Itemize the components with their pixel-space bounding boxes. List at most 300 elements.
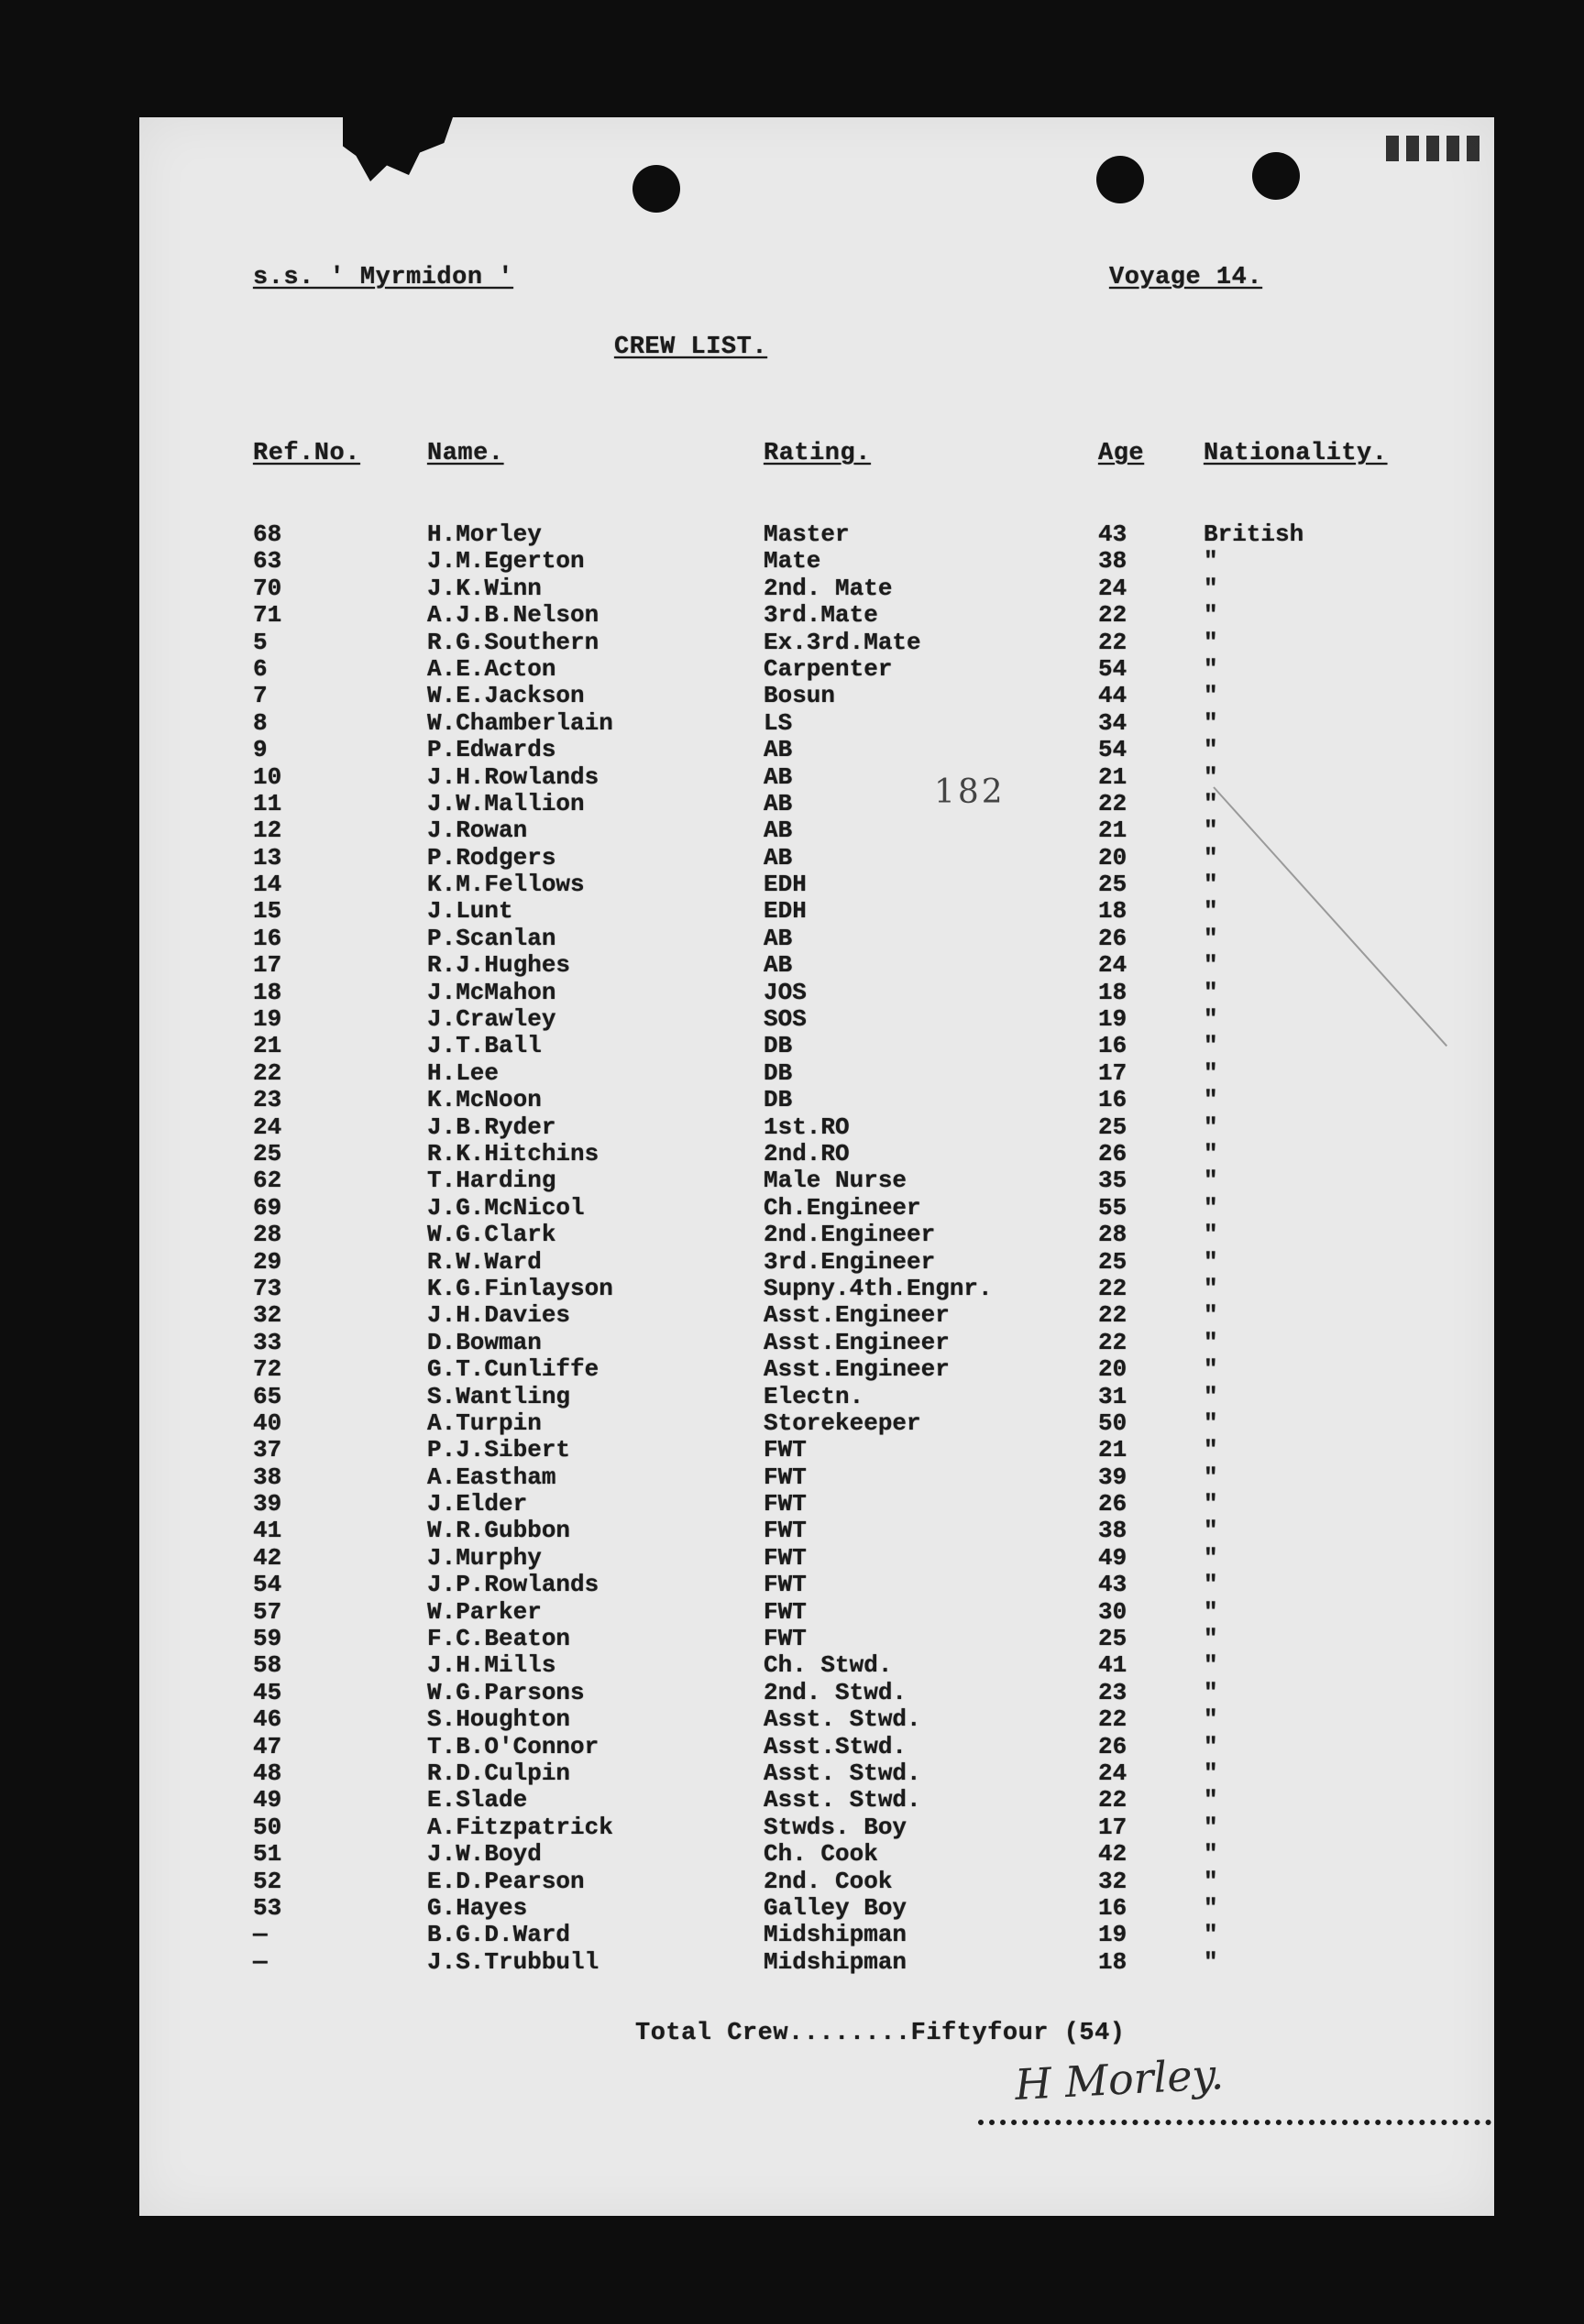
table-row [139,1355,1494,1382]
ref-cell: 28 [253,1221,282,1249]
nationality-cell: " [1204,1247,1218,1276]
name-cell: W.G.Parsons [427,1678,585,1706]
table-row [139,897,1494,924]
nationality-cell: " [1204,843,1218,872]
name-cell: J.K.Winn [427,574,542,602]
col-header-ref: Ref.No. [253,440,360,467]
age-cell: 25 [1098,1247,1128,1276]
nationality-cell: " [1204,1517,1218,1545]
name-cell: A.Turpin [427,1409,542,1437]
nationality-cell: British [1204,521,1304,548]
table-row [139,1383,1494,1409]
rating-cell: FWT [764,1571,807,1599]
nationality-cell: " [1204,1571,1218,1599]
name-cell: R.G.Southern [427,628,600,656]
age-cell: 25 [1098,1113,1128,1141]
signature-line [978,2120,1491,2125]
ref-cell: 13 [253,843,282,872]
age-cell: 16 [1098,1086,1128,1114]
name-cell: R.W.Ward [427,1247,542,1276]
name-cell: P.J.Sibert [427,1436,571,1464]
name-cell: J.H.Davies [427,1301,571,1330]
nationality-cell: " [1204,897,1218,926]
nationality-cell: " [1204,1759,1218,1787]
rating-cell: Ex.3rd.Mate [764,628,921,656]
nationality-cell: " [1204,817,1218,845]
rating-cell: 1st.RO [764,1113,850,1141]
table-row [139,1301,1494,1328]
table-row [139,1113,1494,1140]
ref-cell: 46 [253,1705,282,1734]
col-header-rating: Rating. [764,440,871,467]
age-cell: 54 [1098,654,1128,683]
nationality-cell: " [1204,1328,1218,1356]
table-row [139,1005,1494,1032]
age-cell: 26 [1098,1732,1128,1760]
name-cell: P.Scanlan [427,924,556,952]
nationality-cell: " [1204,1867,1218,1895]
rating-cell: Asst. Stwd. [764,1786,921,1814]
name-cell: F.C.Beaton [427,1625,571,1653]
rating-cell: DB [764,1086,793,1114]
name-cell: A.Fitzpatrick [427,1813,613,1841]
ref-cell: 47 [253,1732,282,1760]
ref-cell: 17 [253,951,282,980]
ref-cell: 65 [253,1382,282,1410]
table-row [139,1651,1494,1678]
age-cell: 38 [1098,1517,1128,1545]
rating-cell: Storekeeper [764,1409,921,1437]
age-cell: 35 [1098,1167,1128,1195]
ref-cell: 22 [253,1058,282,1087]
nationality-cell: " [1204,1705,1218,1734]
ref-cell: 16 [253,924,282,952]
rating-cell: AB [764,951,793,980]
name-cell: J.McMahon [427,978,556,1006]
table-row [139,1679,1494,1705]
nationality-cell: " [1204,1893,1218,1922]
name-cell: E.D.Pearson [427,1867,585,1895]
name-cell: A.E.Acton [427,654,556,683]
table-row [139,1436,1494,1463]
rating-cell: Asst.Engineer [764,1355,950,1384]
age-cell: 22 [1098,1705,1128,1734]
col-header-name: Name. [427,440,504,467]
nationality-cell: " [1204,789,1218,817]
age-cell: 32 [1098,1867,1128,1895]
table-row [139,1705,1494,1732]
rating-cell: Asst. Stwd. [764,1705,921,1734]
age-cell: 49 [1098,1543,1128,1572]
rating-cell: 2nd. Mate [764,574,893,602]
rating-cell: FWT [764,1625,807,1653]
name-cell: R.D.Culpin [427,1759,571,1787]
rating-cell: Carpenter [764,654,893,683]
table-row [139,1948,1494,1975]
table-row [139,736,1494,762]
name-cell: J.P.Rowlands [427,1571,600,1599]
ref-cell: 54 [253,1571,282,1599]
name-cell: J.W.Boyd [427,1840,542,1869]
table-row [139,1248,1494,1275]
rating-cell: FWT [764,1517,807,1545]
col-header-age: Age [1098,440,1145,467]
nationality-cell: " [1204,924,1218,952]
table-row [139,1409,1494,1436]
name-cell: B.G.D.Ward [427,1921,571,1949]
name-cell: W.R.Gubbon [427,1517,571,1545]
age-cell: 20 [1098,843,1128,872]
table-row [139,1894,1494,1921]
rating-cell: Master [764,521,850,548]
rating-cell: Ch. Cook [764,1840,878,1869]
ref-cell: 59 [253,1625,282,1653]
rating-cell: Mate [764,547,821,576]
nationality-cell: " [1204,1678,1218,1706]
table-row [139,1786,1494,1813]
nationality-cell: " [1204,1301,1218,1330]
table-row [139,871,1494,897]
table-row [139,1733,1494,1759]
ref-cell: 25 [253,1139,282,1167]
age-cell: 25 [1098,871,1128,899]
ref-cell: 72 [253,1355,282,1384]
name-cell: J.M.Egerton [427,547,585,576]
rating-cell: JOS [764,978,807,1006]
rating-cell: AB [764,843,793,872]
nationality-cell: " [1204,978,1218,1006]
nationality-cell: " [1204,1543,1218,1572]
ref-cell: 48 [253,1759,282,1787]
age-cell: 16 [1098,1893,1128,1922]
rating-cell: Stwds. Boy [764,1813,908,1841]
age-cell: 17 [1098,1813,1128,1841]
name-cell: T.B.O'Connor [427,1732,600,1760]
pencil-annotation: 182 [934,773,1006,811]
name-cell: J.Crawley [427,1005,556,1034]
name-cell: K.M.Fellows [427,871,585,899]
nationality-cell: " [1204,628,1218,656]
nationality-cell: " [1204,1625,1218,1653]
age-cell: 18 [1098,978,1128,1006]
table-row [139,1086,1494,1113]
nationality-cell: " [1204,574,1218,602]
table-row [139,709,1494,736]
rating-cell: FWT [764,1597,807,1626]
rating-cell: Galley Boy [764,1893,908,1922]
ref-cell: 42 [253,1543,282,1572]
rating-cell: 3rd.Mate [764,601,878,630]
name-cell: R.J.Hughes [427,951,571,980]
nationality-cell: " [1204,1840,1218,1869]
table-row [139,951,1494,978]
rating-cell: AB [764,762,793,791]
rating-cell: Male Nurse [764,1167,908,1195]
ref-cell: 23 [253,1086,282,1114]
ref-cell: 69 [253,1193,282,1222]
age-cell: 38 [1098,547,1128,576]
rating-cell: Electn. [764,1382,864,1410]
table-row [139,817,1494,843]
table-row [139,1490,1494,1517]
ref-cell: 50 [253,1813,282,1841]
age-cell: 26 [1098,924,1128,952]
ref-cell: 62 [253,1167,282,1195]
name-cell: P.Edwards [427,736,556,764]
rating-cell: Ch. Stwd. [764,1651,893,1680]
ref-cell: 19 [253,1005,282,1034]
ref-cell: 40 [253,1409,282,1437]
age-cell: 43 [1098,521,1128,548]
table-row [139,1032,1494,1058]
rating-cell: SOS [764,1005,807,1034]
ref-cell: 71 [253,601,282,630]
ref-cell: 14 [253,871,282,899]
rating-cell: Asst.Stwd. [764,1732,908,1760]
name-cell: S.Houghton [427,1705,571,1734]
nationality-cell: " [1204,1005,1218,1034]
age-cell: 24 [1098,574,1128,602]
name-cell: K.G.Finlayson [427,1274,613,1302]
table-row [139,1840,1494,1867]
nationality-cell: " [1204,708,1218,737]
nationality-cell: " [1204,1786,1218,1814]
nationality-cell: " [1204,1409,1218,1437]
ref-cell: 9 [253,736,268,764]
ref-cell: 29 [253,1247,282,1276]
name-cell: J.B.Ryder [427,1113,556,1141]
ref-cell: 49 [253,1786,282,1814]
rating-cell: Midshipman [764,1947,908,1976]
age-cell: 24 [1098,1759,1128,1787]
ref-cell: 18 [253,978,282,1006]
ref-cell: 37 [253,1436,282,1464]
ref-cell: 41 [253,1517,282,1545]
table-row [139,1544,1494,1571]
name-cell: H.Lee [427,1058,500,1087]
age-cell: 31 [1098,1382,1128,1410]
table-row [139,925,1494,951]
table-row [139,601,1494,628]
age-cell: 21 [1098,1436,1128,1464]
document-title: CREW LIST. [614,334,768,361]
ref-cell: 5 [253,628,268,656]
rating-cell: Asst. Stwd. [764,1759,921,1787]
age-cell: 43 [1098,1571,1128,1599]
name-cell: H.Morley [427,521,542,548]
table-row [139,521,1494,547]
nationality-cell: " [1204,951,1218,980]
age-cell: 21 [1098,762,1128,791]
table-row [139,1167,1494,1193]
table-row [139,1517,1494,1543]
table-row [139,682,1494,708]
name-cell: J.H.Mills [427,1651,556,1680]
name-cell: A.Eastham [427,1463,556,1491]
total-crew: Total Crew........Fiftyfour (54) [635,2020,1126,2047]
nationality-cell: " [1204,1463,1218,1491]
name-cell: D.Bowman [427,1328,542,1356]
ref-cell: 53 [253,1893,282,1922]
ref-cell: 70 [253,574,282,602]
name-cell: J.Lunt [427,897,513,926]
nationality-cell: " [1204,871,1218,899]
ref-cell: 58 [253,1651,282,1680]
name-cell: J.G.McNicol [427,1193,585,1222]
age-cell: 19 [1098,1921,1128,1949]
rating-cell: Asst.Engineer [764,1328,950,1356]
rating-cell: DB [764,1058,793,1087]
age-cell: 28 [1098,1221,1128,1249]
age-cell: 26 [1098,1490,1128,1518]
ref-cell: — [253,1921,268,1949]
age-cell: 30 [1098,1597,1128,1626]
nationality-cell: " [1204,682,1218,710]
age-cell: 22 [1098,601,1128,630]
name-cell: W.Parker [427,1597,542,1626]
name-cell: A.J.B.Nelson [427,601,600,630]
nationality-cell: " [1204,1167,1218,1195]
nationality-cell: " [1204,1113,1218,1141]
age-cell: 22 [1098,1328,1128,1356]
nationality-cell: " [1204,1274,1218,1302]
nationality-cell: " [1204,1597,1218,1626]
age-cell: 39 [1098,1463,1128,1491]
table-row [139,979,1494,1005]
corner-mark [1386,136,1487,161]
name-cell: J.Elder [427,1490,528,1518]
torn-corner [343,117,453,181]
rating-cell: AB [764,789,793,817]
age-cell: 22 [1098,1301,1128,1330]
nationality-cell: " [1204,1032,1218,1060]
table-row [139,1868,1494,1894]
nationality-cell: " [1204,1651,1218,1680]
age-cell: 44 [1098,682,1128,710]
name-cell: G.T.Cunliffe [427,1355,600,1384]
nationality-cell: " [1204,601,1218,630]
rating-cell: FWT [764,1463,807,1491]
table-row [139,763,1494,790]
nationality-cell: " [1204,1490,1218,1518]
name-cell: T.Harding [427,1167,556,1195]
age-cell: 24 [1098,951,1128,980]
name-cell: J.W.Mallion [427,789,585,817]
nationality-cell: " [1204,762,1218,791]
rating-cell: EDH [764,871,807,899]
table-row [139,1814,1494,1840]
age-cell: 18 [1098,897,1128,926]
ref-cell: 45 [253,1678,282,1706]
age-cell: 22 [1098,789,1128,817]
nationality-cell: " [1204,1058,1218,1087]
age-cell: 16 [1098,1032,1128,1060]
nationality-cell: " [1204,1382,1218,1410]
age-cell: 22 [1098,1274,1128,1302]
rating-cell: Midshipman [764,1921,908,1949]
nationality-cell: " [1204,1221,1218,1249]
table-row [139,1221,1494,1247]
name-cell: J.Murphy [427,1543,542,1572]
table-row [139,1275,1494,1301]
ref-cell: 10 [253,762,282,791]
ref-cell: 51 [253,1840,282,1869]
nationality-cell: " [1204,1921,1218,1949]
rating-cell: FWT [764,1490,807,1518]
ref-cell: 7 [253,682,268,710]
rating-cell: Asst.Engineer [764,1301,950,1330]
name-cell: P.Rodgers [427,843,556,872]
ref-cell: 52 [253,1867,282,1895]
age-cell: 42 [1098,1840,1128,1869]
table-row [139,1625,1494,1651]
ref-cell: 57 [253,1597,282,1626]
rating-cell: FWT [764,1436,807,1464]
punch-hole [632,165,680,213]
ref-cell: 63 [253,547,282,576]
age-cell: 20 [1098,1355,1128,1384]
crew-table [139,521,1494,1975]
punch-hole [1096,156,1144,203]
table-row [139,547,1494,574]
age-cell: 21 [1098,817,1128,845]
ref-cell: 33 [253,1328,282,1356]
rating-cell: Supny.4th.Engnr. [764,1274,993,1302]
rating-cell: AB [764,817,793,845]
rating-cell: 3rd.Engineer [764,1247,936,1276]
table-row [139,629,1494,655]
name-cell: J.T.Ball [427,1032,542,1060]
ref-cell: 24 [253,1113,282,1141]
name-cell: W.G.Clark [427,1221,556,1249]
table-row [139,1059,1494,1086]
nationality-cell: " [1204,736,1218,764]
nationality-cell: " [1204,654,1218,683]
ref-cell: 21 [253,1032,282,1060]
nationality-cell: " [1204,1193,1218,1222]
ref-cell: 39 [253,1490,282,1518]
voyage-number: Voyage 14. [1109,264,1263,291]
ref-cell: 12 [253,817,282,845]
age-cell: 55 [1098,1193,1128,1222]
age-cell: 34 [1098,708,1128,737]
rating-cell: Bosun [764,682,836,710]
table-row [139,655,1494,682]
name-cell: R.K.Hitchins [427,1139,600,1167]
nationality-cell: " [1204,1813,1218,1841]
name-cell: J.Rowan [427,817,528,845]
name-cell: W.E.Jackson [427,682,585,710]
age-cell: 22 [1098,628,1128,656]
rating-cell: FWT [764,1543,807,1572]
ref-cell: 8 [253,708,268,737]
table-row [139,1329,1494,1355]
ref-cell: 11 [253,789,282,817]
rating-cell: AB [764,736,793,764]
nationality-cell: " [1204,1732,1218,1760]
age-cell: 17 [1098,1058,1128,1087]
age-cell: 54 [1098,736,1128,764]
nationality-cell: " [1204,1139,1218,1167]
table-row [139,1759,1494,1786]
rating-cell: EDH [764,897,807,926]
table-row [139,1921,1494,1947]
nationality-cell: " [1204,1355,1218,1384]
rating-cell: DB [764,1032,793,1060]
age-cell: 22 [1098,1786,1128,1814]
crew-list-document [139,117,1494,2216]
rating-cell: Ch.Engineer [764,1193,921,1222]
